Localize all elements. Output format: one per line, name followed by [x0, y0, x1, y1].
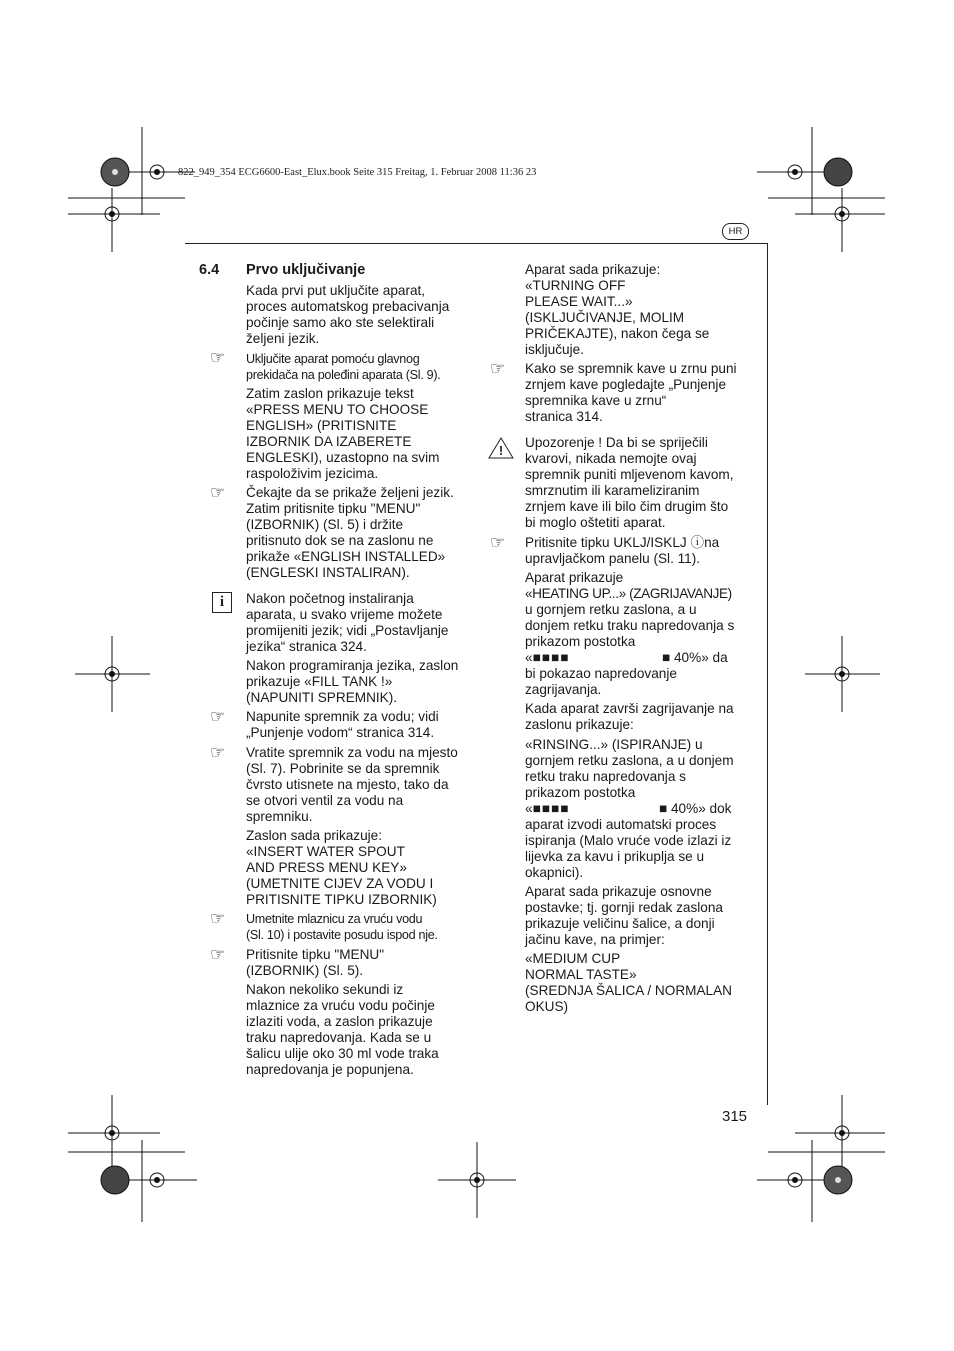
right-para-4: «RINSING...» (ISPIRANJE) u gornjem retku zaslona, a u donjem retku traku napredovanja s prikazom postotka [525, 737, 734, 800]
power-icon: ⓘ [690, 535, 705, 550]
warning-icon [488, 436, 514, 460]
left-step-5: Umetnite mlaznicu za vruću vodu (Sl. 10) i postavite posudu ispod nje. [246, 912, 438, 942]
left-step-2: Čekajte da se prikaže željeni jezik. Zatim pritisnite tipku "MENU" (IZBORNIK) (Sl. 5) i držite pritisnuto dok se na zaslonu ne prikaže «ENGLISH INSTALLED» (ENGLESKI INSTALIRAN). [246, 485, 454, 580]
left-intro: Kada prvi put uključite aparat, proces automatskog prebacivanja počinje samo ako ste selektirali željeni jezik. [246, 283, 450, 346]
hand-pointer-icon: ☞ [210, 707, 226, 726]
hand-pointer-icon: ☞ [210, 348, 226, 367]
hand-pointer-icon: ☞ [210, 909, 226, 928]
svg-text:!: ! [498, 443, 504, 458]
right-para-4-end: aparat izvodi automatski proces ispiranja (Malo vruće vode izlazi iz lijevka za kavu i prikuplja se u okapnici). [525, 817, 732, 880]
hand-pointer-icon: ☞ [210, 483, 226, 502]
right-para-1: Aparat sada prikazuje: «TURNING OFF PLEASE WAIT...» (ISKLJUČIVANJE, MOLIM PRIČEKAJTE), nakon čega se isključuje. [525, 262, 710, 357]
left-info-note: Nakon početnog instaliranja aparata, u svako vrijeme možete promijeniti jezik; vidi „Postavljanje jezika“ stranica 324. [246, 591, 449, 654]
progress-bar-heating: «■■■■ [525, 650, 570, 665]
right-para-2: Aparat prikazuje «HEATING UP...» (ZAGRIJAVANJE) u gornjem retku zaslona, a u donjem retku traku napredovanja s prikazom postotka [525, 570, 735, 649]
progress-percent-heating: ■ 40%» da [662, 650, 728, 665]
right-step-1: Kako se spremnik kave u zrnu puni zrnjem kave pogledajte „Punjenje spremnika kave u zrnu“ stranica 314. [525, 361, 737, 424]
section-number: 6.4 [199, 262, 220, 278]
left-para-1: Zatim zaslon prikazuje tekst «PRESS MENU TO CHOOSE ENGLISH» (PRITISNITE IZBORNIK DA IZABERETE ENGLESKI), uzastopno na svim raspoloživim jezicima. [246, 386, 440, 481]
info-icon: i [212, 592, 232, 613]
progress-bar-rinsing: «■■■■ [525, 801, 570, 816]
hand-pointer-icon: ☞ [490, 359, 506, 378]
left-step-6: Pritisnite tipku "MENU" (IZBORNIK) (Sl. 5). [246, 947, 385, 978]
hand-pointer-icon: ☞ [210, 945, 226, 964]
file-info-header: 822_949_354 ECG6600-East_Elux.book Seite 315 Freitag, 1. Februar 2008 11:36 23 [178, 167, 537, 178]
left-step-4: Vratite spremnik za vodu na mjesto (Sl. 7). Pobrinite se da spremnik čvrsto utisnete na mjesto, tako da se otvori ventil za vodu na spremniku. [246, 745, 458, 824]
right-step-2: Pritisnite tipku UKLJ/ISKLJ ⓘna upravljačkom panelu (Sl. 11). [525, 535, 720, 566]
right-para-2-end: bi pokazao napredovanje zagrijavanja. [525, 666, 677, 697]
left-step-1: Uključite aparat pomoću glavnog prekidača na poleđini aparata (Sl. 9). [246, 352, 441, 382]
hand-pointer-icon: ☞ [210, 743, 226, 762]
page-number: 315 [722, 1108, 748, 1125]
left-para-3: Zaslon sada prikazuje: «INSERT WATER SPOUT AND PRESS MENU KEY» (UMETNITE CIJEV ZA VODU I PRITISNITE TIPKU IZBORNIK) [246, 828, 437, 907]
left-para-2: Nakon programiranja jezika, zaslon prikazuje «FILL TANK !» (NAPUNITI SPREMNIK). [246, 658, 459, 705]
hand-pointer-icon: ☞ [490, 533, 506, 552]
left-step-3: Napunite spremnik za vodu; vidi „Punjenje vodom“ stranica 314. [246, 709, 439, 740]
right-para-3: Kada aparat završi zagrijavanje na zaslonu prikazuje: [525, 701, 734, 732]
progress-percent-rinsing: ■ 40%» dok [659, 801, 732, 816]
language-badge: HR [722, 223, 749, 240]
left-para-4: Nakon nekoliko sekundi iz mlaznice za vruću vodu počinje izlaziti voda, a zaslon prikazuje traku napredovanja. Kada se u šalicu ulije oko 30 ml vode traka napredovanja je popunjena. [246, 982, 439, 1077]
right-para-6: «MEDIUM CUP NORMAL TASTE» (SREDNJA ŠALICA / NORMALAN OKUS) [525, 951, 732, 1014]
right-para-5: Aparat sada prikazuje osnovne postavke; tj. gornji redak zaslona prikazuje veličinu šalice, a donji jačinu kave, na primjer: [525, 884, 723, 947]
section-title: Prvo uključivanje [246, 262, 366, 278]
right-warning: Upozorenje ! Da bi se spriječili kvarovi, nikada nemojte ovaj spremnik puniti mljevenom kavom, smrznutim ili karameliziranim zrnjem kave ili bilo čim drugim što bi moglo oštetiti aparat. [525, 435, 734, 530]
